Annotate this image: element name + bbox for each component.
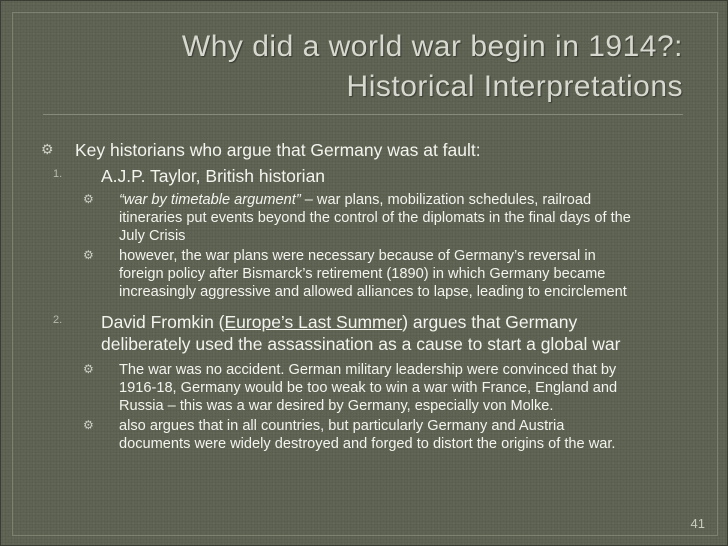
fromkin-point-1-line-2: 1916-18, Germany would be too weak to win a war with France, England and [119, 380, 618, 396]
list-item-taylor [41, 165, 701, 187]
list-number: 1. [53, 168, 63, 180]
fromkin-point-1-line-3: Russia – this was a war desired by Germany, especially von Molke. [119, 398, 554, 414]
taylor-argument-italic: “war by timetable argument” [119, 192, 301, 208]
list-number: 2. [53, 314, 63, 326]
taylor-point-2 [41, 247, 701, 301]
fromkin-point-1 [41, 361, 701, 415]
slide-content [41, 139, 701, 453]
taylor-point-2-text [41, 247, 701, 301]
heading-item [41, 139, 701, 161]
fromkin-point-2-line-1: also argues that in all countries, but particularly Germany and Austria [119, 418, 565, 434]
fromkin-line-1-pre: David Fromkin ( [101, 312, 225, 332]
fromkin-point-2-text [41, 417, 701, 453]
taylor-point-2-line-3: increasingly aggressive and allowed alliances to lapse, leading to encirclement [119, 284, 627, 300]
taylor-point-1-text [41, 191, 701, 245]
bullet-icon: ⚙ [83, 362, 94, 376]
fromkin-line-2: deliberately used the assassination as a cause to start a global war [101, 334, 621, 354]
fromkin-line-1-post: ) argues that Germany [402, 312, 578, 332]
bullet-icon: ⚙ [41, 141, 54, 157]
title-line-1: Why did a world war begin in 1914?: [181, 30, 683, 63]
taylor-point-2-line-2: foreign policy after Bismarck’s retirement (1890) in which Germany became [119, 266, 606, 282]
title-line-2: Historical Interpretations [346, 70, 683, 103]
taylor-point-2-line-1: however, the war plans were necessary because of Germany’s reversal in [119, 248, 596, 264]
taylor-name: A.J.P. Taylor, British historian [101, 166, 326, 186]
bullet-icon: ⚙ [83, 418, 94, 432]
fromkin-text [41, 311, 701, 355]
page-number: 41 [690, 516, 705, 531]
slide-title [182, 27, 683, 107]
taylor-point-1-line-2: itineraries put events beyond the control of the diplomats in the final days of the [119, 210, 631, 226]
heading-text: Key historians who argue that Germany was at fault: [75, 140, 481, 160]
fromkin-point-2 [41, 417, 701, 453]
fromkin-point-2-line-2: documents were widely destroyed and forged to distort the origins of the war. [119, 436, 616, 452]
taylor-point-1-line-3: July Crisis [119, 228, 186, 244]
taylor-point-1 [41, 191, 701, 245]
list-item-fromkin [41, 311, 701, 355]
fromkin-point-1-line-1: The war was no accident. German military leadership were convinced that by [119, 362, 617, 378]
bullet-icon: ⚙ [83, 248, 94, 262]
fromkin-point-1-text [41, 361, 701, 415]
title-divider [43, 114, 683, 115]
bullet-icon: ⚙ [83, 192, 94, 206]
taylor-point-1-line-1: – war plans, mobilization schedules, railroad [300, 192, 592, 208]
book-title-link[interactable]: Europe’s Last Summer [224, 312, 403, 332]
